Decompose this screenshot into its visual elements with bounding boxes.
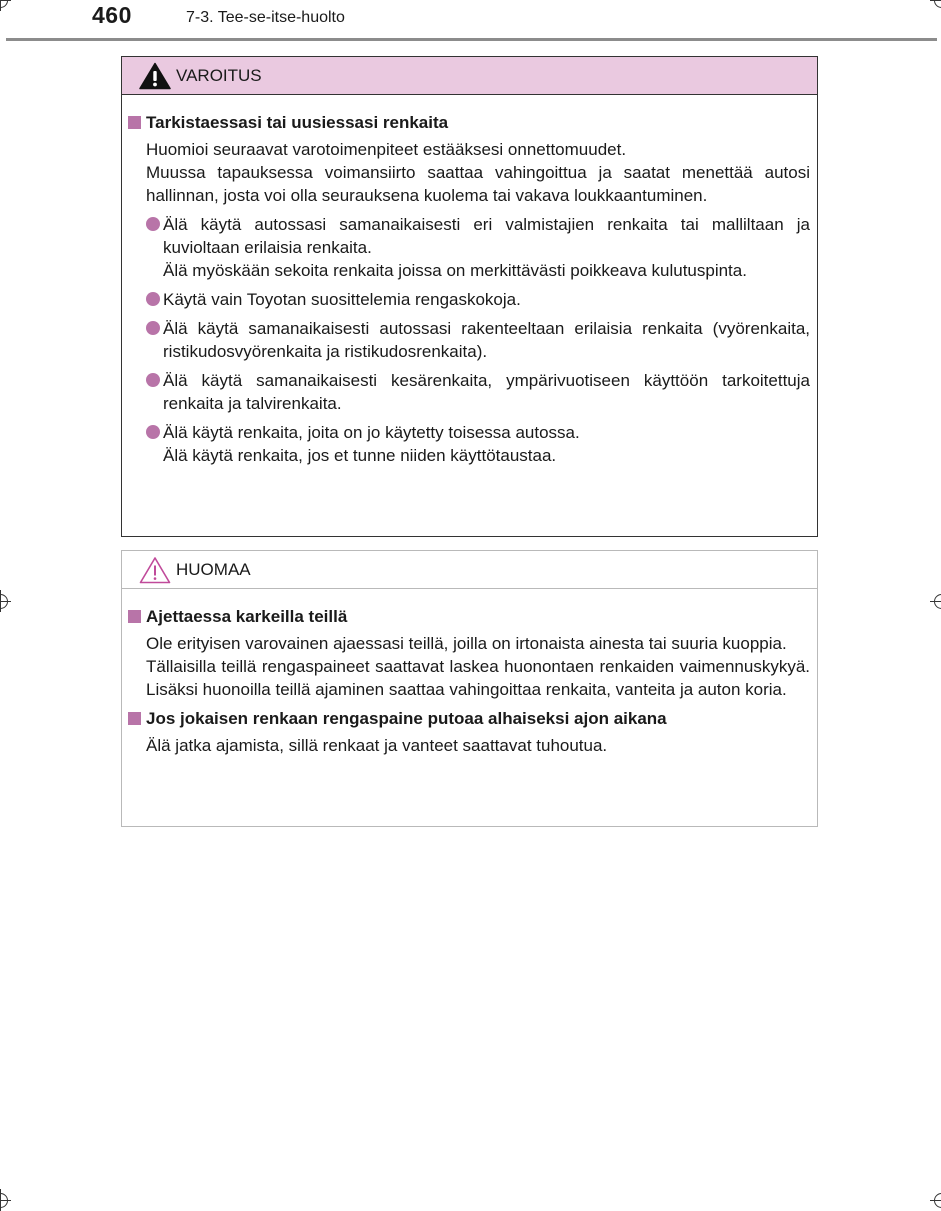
round-bullet-icon: [146, 373, 160, 387]
list-item: Älä käytä renkaita, joita on jo käytetty toisessa autossa. Älä käytä renkaita, jos et tunne niiden käyttötaustaa.: [122, 421, 817, 467]
page-number: 460: [92, 2, 132, 28]
section-title: 7-3. Tee-se-itse-huolto: [186, 9, 345, 26]
paragraph: Tällaisilla teillä rengaspaineet saattavat laskea huonontaen renkaiden vaimennuskykyä. Lisäksi huonoilla teillä ajaminen saattaa vahingoittaa renkaita, vanteita ja auton koria.: [146, 657, 810, 699]
registration-mark-icon: [0, 590, 11, 612]
registration-mark-icon: [0, 1189, 11, 1211]
warning-content: [122, 95, 817, 467]
warning-box: [121, 56, 818, 537]
square-bullet-icon: [128, 116, 141, 129]
warning-title: VAROITUS: [176, 66, 262, 85]
paragraph: Huomioi seuraavat varotoimenpiteet estääksesi onnettomuudet.: [146, 140, 627, 159]
list-item: Älä käytä samanaikaisesti autossasi rakenteeltaan erilaisia renkaita (vyörenkaita, ristikudosvyörenkaita ja ristikudosrenkaita).: [122, 317, 817, 363]
subheading: Jos jokaisen renkaan rengaspaine putoaa alhaiseksi ajon aikana: [122, 707, 817, 730]
caution-triangle-icon: [139, 556, 171, 584]
notice-box: [121, 550, 818, 827]
round-bullet-icon: [146, 292, 160, 306]
round-bullet-icon: [146, 321, 160, 335]
notice-title: HUOMAA: [176, 560, 251, 579]
subheading: Ajettaessa karkeilla teillä: [122, 605, 817, 628]
page-header: [0, 0, 941, 42]
warning-box-header: [122, 57, 817, 95]
round-bullet-icon: [146, 425, 160, 439]
registration-mark-icon: [930, 590, 941, 612]
subheading: Tarkistaessasi tai uusiessasi renkaita: [122, 111, 817, 134]
warning-triangle-icon: [139, 62, 171, 90]
paragraph: Ole erityisen varovainen ajaessasi teillä, joilla on irtonaista ainesta tai suuria kuoppia.: [146, 634, 787, 653]
registration-mark-icon: [930, 0, 941, 11]
list-item: Älä käytä autossasi samanaikaisesti eri valmistajien renkaita tai malliltaan ja kuvioltaan erilaisia renkaita. Älä myöskään sekoita renkaita joissa on merkittävästi poikkeava kulutuspinta.: [122, 213, 817, 282]
square-bullet-icon: [128, 712, 141, 725]
round-bullet-icon: [146, 217, 160, 231]
list-item: Käytä vain Toyotan suosittelemia rengaskokoja.: [122, 288, 817, 311]
list-item: Älä käytä samanaikaisesti kesärenkaita, ympärivuotiseen käyttöön tarkoitettuja renkaita ja talvirenkaita.: [122, 369, 817, 415]
paragraph: Muussa tapauksessa voimansiirto saattaa vahingoittua ja saatat menettää autosi hallinnan, josta voi olla seurauksena kuolema tai vakava loukkaantuminen.: [146, 163, 810, 205]
notice-content: [122, 589, 817, 757]
notice-box-header: [122, 551, 817, 589]
registration-mark-icon: [930, 1189, 941, 1211]
paragraph: Älä jatka ajamista, sillä renkaat ja vanteet saattavat tuhoutua.: [146, 736, 608, 755]
registration-mark-icon: [0, 0, 11, 11]
header-rule: [6, 38, 937, 41]
square-bullet-icon: [128, 610, 141, 623]
